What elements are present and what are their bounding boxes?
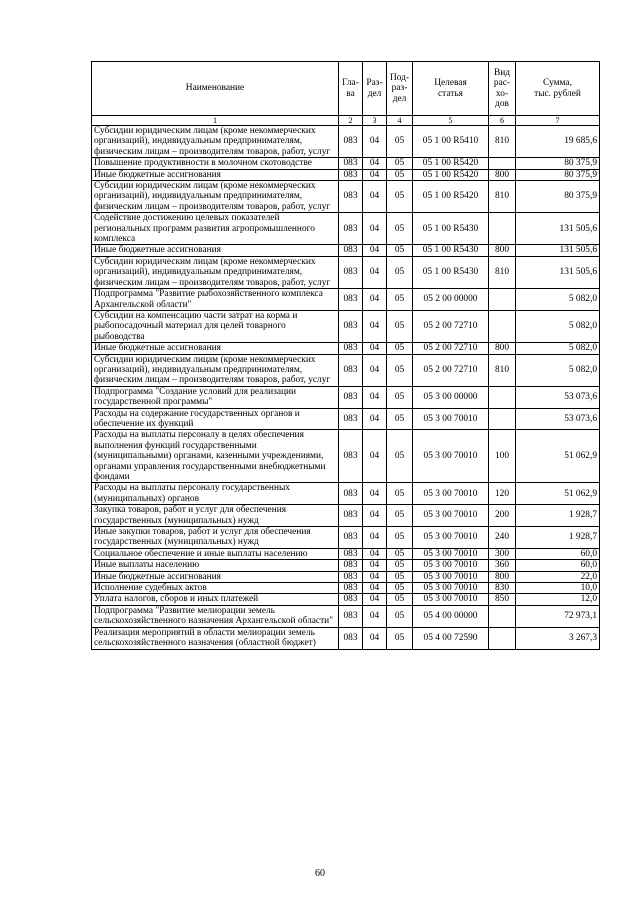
row-expense-type: 850 bbox=[489, 594, 516, 605]
row-name: Закупка товаров, работ и услуг для обеспечения государственных (муниципальных) нужд bbox=[92, 505, 339, 527]
row-sum: 80 375,9 bbox=[516, 169, 600, 180]
row-name: Субсидии юридическим лицам (кроме некоммерческих организаций), индивидуальным предпринимателям, физическим лицам – производителям товаров, работ, услуг bbox=[92, 354, 339, 386]
row-section: 04 bbox=[363, 245, 387, 256]
column-number: 1 bbox=[92, 116, 339, 126]
row-expense-type: 800 bbox=[489, 169, 516, 180]
header-subsection: Под- раз- дел bbox=[387, 62, 413, 116]
row-expense-type: 300 bbox=[489, 548, 516, 559]
row-target: 05 3 00 70010 bbox=[413, 583, 489, 594]
row-expense-type bbox=[489, 213, 516, 245]
row-target: 05 4 00 00000 bbox=[413, 605, 489, 627]
row-target: 05 1 00 R5430 bbox=[413, 213, 489, 245]
row-chapter: 083 bbox=[339, 571, 363, 582]
row-chapter: 083 bbox=[339, 181, 363, 213]
row-target: 05 1 00 R5430 bbox=[413, 245, 489, 256]
row-target: 05 2 00 72710 bbox=[413, 343, 489, 354]
row-sum: 51 062,9 bbox=[516, 483, 600, 505]
row-subsection: 05 bbox=[387, 571, 413, 582]
row-name: Расходы на содержание государственных органов и обеспечение их функций bbox=[92, 408, 339, 430]
table-row bbox=[92, 256, 600, 288]
row-chapter: 083 bbox=[339, 627, 363, 649]
row-section: 04 bbox=[363, 430, 387, 483]
row-subsection: 05 bbox=[387, 386, 413, 408]
table-row bbox=[92, 627, 600, 649]
row-expense-type bbox=[489, 158, 516, 169]
table-row bbox=[92, 386, 600, 408]
row-chapter: 083 bbox=[339, 343, 363, 354]
row-expense-type: 200 bbox=[489, 505, 516, 527]
row-sum: 51 062,9 bbox=[516, 430, 600, 483]
budget-table bbox=[91, 61, 600, 650]
row-chapter: 083 bbox=[339, 505, 363, 527]
row-sum: 131 505,6 bbox=[516, 245, 600, 256]
row-chapter: 083 bbox=[339, 289, 363, 311]
row-chapter: 083 bbox=[339, 386, 363, 408]
row-subsection: 05 bbox=[387, 583, 413, 594]
table-row bbox=[92, 181, 600, 213]
row-sum: 53 073,6 bbox=[516, 386, 600, 408]
row-expense-type: 800 bbox=[489, 571, 516, 582]
row-sum: 22,0 bbox=[516, 571, 600, 582]
row-expense-type: 810 bbox=[489, 354, 516, 386]
table-row bbox=[92, 169, 600, 180]
table-body bbox=[92, 126, 600, 650]
table-row bbox=[92, 158, 600, 169]
row-section: 04 bbox=[363, 386, 387, 408]
header-target: Целевая статья bbox=[413, 62, 489, 116]
header-expense-type: Вид рас- хо- дов bbox=[489, 62, 516, 116]
row-section: 04 bbox=[363, 181, 387, 213]
table-row bbox=[92, 527, 600, 549]
row-chapter: 083 bbox=[339, 594, 363, 605]
row-target: 05 3 00 70010 bbox=[413, 408, 489, 430]
row-chapter: 083 bbox=[339, 483, 363, 505]
row-sum: 60,0 bbox=[516, 560, 600, 571]
row-chapter: 083 bbox=[339, 169, 363, 180]
row-chapter: 083 bbox=[339, 126, 363, 158]
row-section: 04 bbox=[363, 169, 387, 180]
row-target: 05 3 00 70010 bbox=[413, 483, 489, 505]
row-expense-type bbox=[489, 310, 516, 342]
row-target: 05 3 00 70010 bbox=[413, 594, 489, 605]
row-name: Иные закупки товаров, работ и услуг для обеспечения государственных (муниципальных) нужд bbox=[92, 527, 339, 549]
row-expense-type: 120 bbox=[489, 483, 516, 505]
row-name: Субсидии юридическим лицам (кроме некоммерческих организаций), индивидуальным предпринимателям, физическим лицам – производителям товаров, работ, услуг bbox=[92, 256, 339, 288]
row-chapter: 083 bbox=[339, 548, 363, 559]
row-subsection: 05 bbox=[387, 548, 413, 559]
row-name: Подпрограмма "Развитие мелиорации земель сельскохозяйственного назначения Архангельской области" bbox=[92, 605, 339, 627]
row-name: Подпрограмма "Развитие рыбохозяйственного комплекса Архангельской области" bbox=[92, 289, 339, 311]
table-row bbox=[92, 213, 600, 245]
table-row bbox=[92, 483, 600, 505]
row-section: 04 bbox=[363, 213, 387, 245]
row-subsection: 05 bbox=[387, 594, 413, 605]
row-subsection: 05 bbox=[387, 213, 413, 245]
row-subsection: 05 bbox=[387, 158, 413, 169]
row-chapter: 083 bbox=[339, 408, 363, 430]
row-chapter: 083 bbox=[339, 583, 363, 594]
row-sum: 3 267,3 bbox=[516, 627, 600, 649]
row-name: Иные бюджетные ассигнования bbox=[92, 343, 339, 354]
row-name: Содействие достижению целевых показателей региональных программ развития агропромышленного комплекса bbox=[92, 213, 339, 245]
row-subsection: 05 bbox=[387, 245, 413, 256]
row-subsection: 05 bbox=[387, 354, 413, 386]
row-sum: 5 082,0 bbox=[516, 354, 600, 386]
row-section: 04 bbox=[363, 594, 387, 605]
table-row bbox=[92, 245, 600, 256]
row-name: Иные выплаты населению bbox=[92, 560, 339, 571]
row-expense-type bbox=[489, 605, 516, 627]
column-number: 5 bbox=[413, 116, 489, 126]
table-row bbox=[92, 505, 600, 527]
row-name: Социальное обеспечение и иные выплаты населению bbox=[92, 548, 339, 559]
row-section: 04 bbox=[363, 343, 387, 354]
row-subsection: 05 bbox=[387, 430, 413, 483]
row-subsection: 05 bbox=[387, 256, 413, 288]
row-target: 05 2 00 72710 bbox=[413, 310, 489, 342]
row-target: 05 1 00 R5410 bbox=[413, 126, 489, 158]
row-expense-type bbox=[489, 289, 516, 311]
row-name: Подпрограмма "Создание условий для реализации государственной программы" bbox=[92, 386, 339, 408]
row-section: 04 bbox=[363, 483, 387, 505]
row-sum: 5 082,0 bbox=[516, 343, 600, 354]
row-section: 04 bbox=[363, 605, 387, 627]
row-target: 05 3 00 70010 bbox=[413, 560, 489, 571]
header-section: Раз- дел bbox=[363, 62, 387, 116]
row-name: Иные бюджетные ассигнования bbox=[92, 571, 339, 582]
row-target: 05 3 00 70010 bbox=[413, 571, 489, 582]
row-section: 04 bbox=[363, 289, 387, 311]
header-row bbox=[92, 62, 600, 116]
row-name: Иные бюджетные ассигнования bbox=[92, 245, 339, 256]
row-section: 04 bbox=[363, 548, 387, 559]
row-expense-type: 800 bbox=[489, 343, 516, 354]
table-row bbox=[92, 126, 600, 158]
column-number: 7 bbox=[516, 116, 600, 126]
row-expense-type bbox=[489, 386, 516, 408]
row-name: Расходы на выплаты персоналу в целях обеспечения выполнения функций государственными (муниципальными) органами, казенными учреждениями, органами управления государственными внебюджетными фондами bbox=[92, 430, 339, 483]
row-sum: 60,0 bbox=[516, 548, 600, 559]
row-sum: 1 928,7 bbox=[516, 505, 600, 527]
row-chapter: 083 bbox=[339, 158, 363, 169]
row-name: Субсидии юридическим лицам (кроме некоммерческих организаций), индивидуальным предпринимателям, физическим лицам – производителям товаров, работ, услуг bbox=[92, 181, 339, 213]
row-target: 05 1 00 R5430 bbox=[413, 256, 489, 288]
row-subsection: 05 bbox=[387, 169, 413, 180]
row-expense-type: 360 bbox=[489, 560, 516, 571]
row-section: 04 bbox=[363, 126, 387, 158]
row-sum: 1 928,7 bbox=[516, 527, 600, 549]
row-expense-type: 810 bbox=[489, 181, 516, 213]
row-name: Расходы на выплаты персоналу государственных (муниципальных) органов bbox=[92, 483, 339, 505]
row-sum: 80 375,9 bbox=[516, 181, 600, 213]
row-subsection: 05 bbox=[387, 505, 413, 527]
table-row bbox=[92, 310, 600, 342]
row-chapter: 083 bbox=[339, 245, 363, 256]
row-name: Исполнение судебных актов bbox=[92, 583, 339, 594]
row-expense-type bbox=[489, 627, 516, 649]
row-chapter: 083 bbox=[339, 213, 363, 245]
row-target: 05 1 00 R5420 bbox=[413, 181, 489, 213]
row-chapter: 083 bbox=[339, 256, 363, 288]
header-name: Наименование bbox=[92, 62, 339, 116]
row-target: 05 3 00 70010 bbox=[413, 430, 489, 483]
row-subsection: 05 bbox=[387, 605, 413, 627]
row-section: 04 bbox=[363, 408, 387, 430]
row-sum: 53 073,6 bbox=[516, 408, 600, 430]
row-expense-type: 800 bbox=[489, 245, 516, 256]
column-number: 4 bbox=[387, 116, 413, 126]
row-expense-type: 240 bbox=[489, 527, 516, 549]
row-expense-type: 100 bbox=[489, 430, 516, 483]
column-number: 3 bbox=[363, 116, 387, 126]
row-expense-type bbox=[489, 408, 516, 430]
column-number: 2 bbox=[339, 116, 363, 126]
row-name: Повышение продуктивности в молочном скотоводстве bbox=[92, 158, 339, 169]
row-chapter: 083 bbox=[339, 527, 363, 549]
row-section: 04 bbox=[363, 627, 387, 649]
column-number: 6 bbox=[489, 116, 516, 126]
table-row bbox=[92, 430, 600, 483]
row-subsection: 05 bbox=[387, 527, 413, 549]
table-row bbox=[92, 583, 600, 594]
row-subsection: 05 bbox=[387, 181, 413, 213]
row-target: 05 2 00 00000 bbox=[413, 289, 489, 311]
row-chapter: 083 bbox=[339, 430, 363, 483]
page-number: 60 bbox=[315, 868, 325, 879]
header-chapter: Гла- ва bbox=[339, 62, 363, 116]
row-chapter: 083 bbox=[339, 560, 363, 571]
row-expense-type: 810 bbox=[489, 126, 516, 158]
table-row bbox=[92, 571, 600, 582]
row-sum: 19 685,6 bbox=[516, 126, 600, 158]
row-target: 05 1 00 R5420 bbox=[413, 158, 489, 169]
table-row bbox=[92, 354, 600, 386]
row-section: 04 bbox=[363, 310, 387, 342]
row-name: Субсидии на компенсацию части затрат на корма и рыбопосадочный материал для целей товарного рыбоводства bbox=[92, 310, 339, 342]
row-subsection: 05 bbox=[387, 126, 413, 158]
row-target: 05 3 00 70010 bbox=[413, 505, 489, 527]
row-name: Иные бюджетные ассигнования bbox=[92, 169, 339, 180]
row-sum: 12,0 bbox=[516, 594, 600, 605]
row-sum: 131 505,6 bbox=[516, 256, 600, 288]
row-sum: 10,0 bbox=[516, 583, 600, 594]
table-row bbox=[92, 560, 600, 571]
row-subsection: 05 bbox=[387, 289, 413, 311]
row-chapter: 083 bbox=[339, 354, 363, 386]
row-target: 05 2 00 72710 bbox=[413, 354, 489, 386]
table-row bbox=[92, 605, 600, 627]
row-sum: 80 375,9 bbox=[516, 158, 600, 169]
row-section: 04 bbox=[363, 560, 387, 571]
row-subsection: 05 bbox=[387, 627, 413, 649]
row-sum: 131 505,6 bbox=[516, 213, 600, 245]
row-target: 05 4 00 72590 bbox=[413, 627, 489, 649]
row-sum: 5 082,0 bbox=[516, 310, 600, 342]
row-name: Реализация мероприятий в области мелиорации земель сельскохозяйственного назначения (областной бюджет) bbox=[92, 627, 339, 649]
row-expense-type: 810 bbox=[489, 256, 516, 288]
row-section: 04 bbox=[363, 527, 387, 549]
row-chapter: 083 bbox=[339, 605, 363, 627]
table-row bbox=[92, 408, 600, 430]
row-chapter: 083 bbox=[339, 310, 363, 342]
table-row bbox=[92, 289, 600, 311]
row-sum: 5 082,0 bbox=[516, 289, 600, 311]
header-sum: Сумма, тыс. рублей bbox=[516, 62, 600, 116]
row-section: 04 bbox=[363, 583, 387, 594]
row-target: 05 3 00 00000 bbox=[413, 386, 489, 408]
table-row bbox=[92, 594, 600, 605]
row-subsection: 05 bbox=[387, 343, 413, 354]
row-section: 04 bbox=[363, 571, 387, 582]
table-row bbox=[92, 548, 600, 559]
row-target: 05 3 00 70010 bbox=[413, 527, 489, 549]
row-section: 04 bbox=[363, 256, 387, 288]
row-section: 04 bbox=[363, 158, 387, 169]
row-target: 05 1 00 R5420 bbox=[413, 169, 489, 180]
row-target: 05 3 00 70010 bbox=[413, 548, 489, 559]
row-subsection: 05 bbox=[387, 408, 413, 430]
row-sum: 72 973,1 bbox=[516, 605, 600, 627]
table-row bbox=[92, 343, 600, 354]
row-section: 04 bbox=[363, 354, 387, 386]
row-name: Субсидии юридическим лицам (кроме некоммерческих организаций), индивидуальным предпринимателям, физическим лицам – производителям товаров, работ, услуг bbox=[92, 126, 339, 158]
row-subsection: 05 bbox=[387, 560, 413, 571]
row-section: 04 bbox=[363, 505, 387, 527]
row-name: Уплата налогов, сборов и иных платежей bbox=[92, 594, 339, 605]
row-subsection: 05 bbox=[387, 483, 413, 505]
row-expense-type: 830 bbox=[489, 583, 516, 594]
column-number-row bbox=[92, 116, 600, 126]
row-subsection: 05 bbox=[387, 310, 413, 342]
